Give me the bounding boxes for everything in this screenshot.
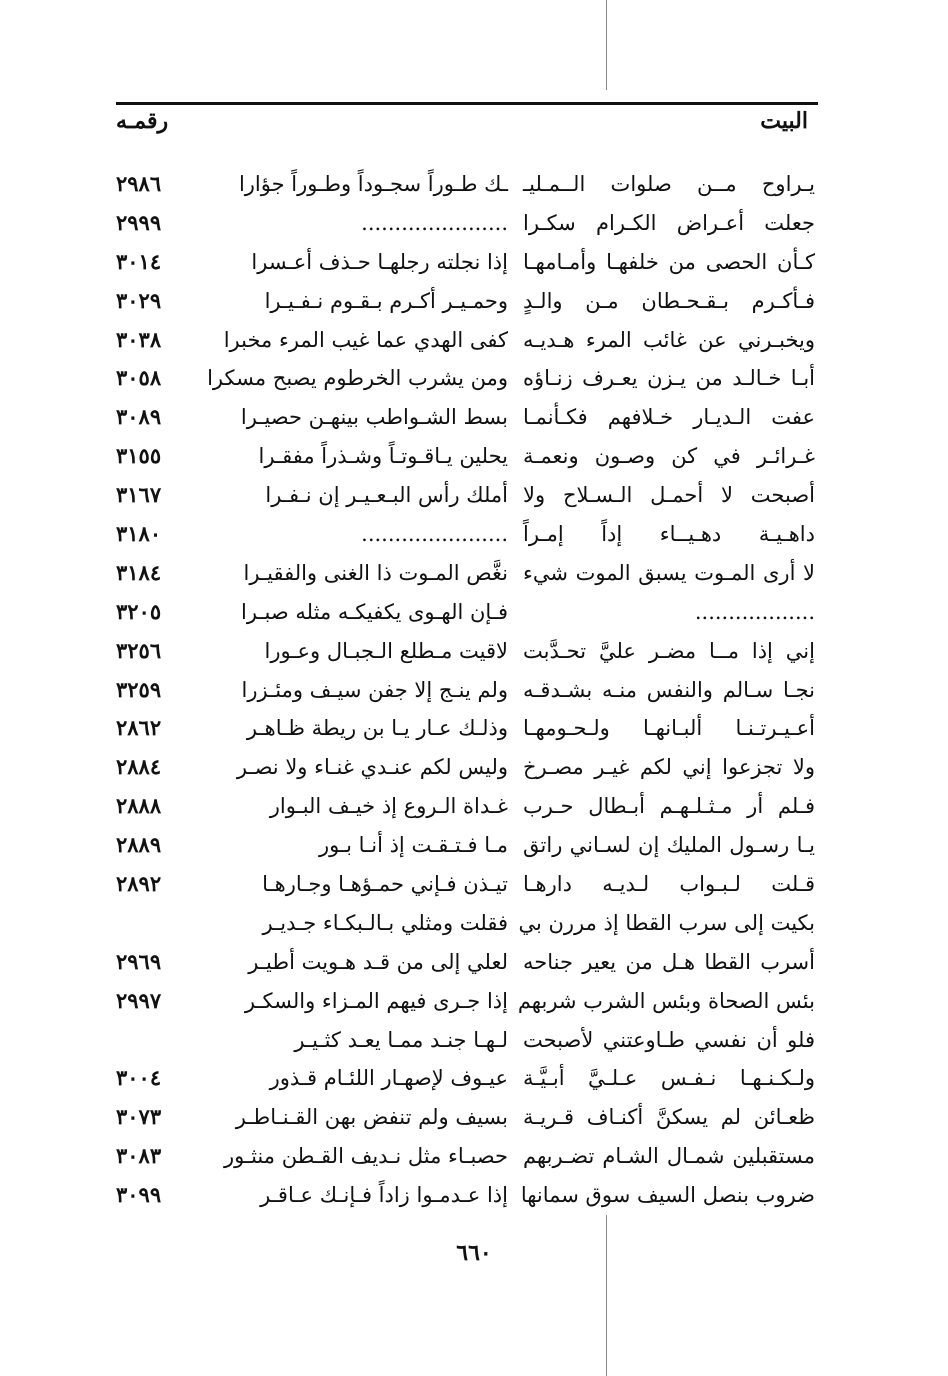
verse-number: ٣٠٨٩ (116, 404, 162, 430)
second-hemistich: يحلين يـاقـوتـاً وشـذراً مفقـرا (258, 444, 508, 469)
verse-number: ٣٠١٤ (116, 248, 162, 274)
first-hemistich: فـأكـرم بـقـحـطان مـن والـدٍ (523, 288, 815, 313)
verse-row (0, 360, 948, 399)
verse-number: ٣٠٥٨ (116, 365, 162, 391)
second-hemistich: أملك رأس البـعـيـر إن نـفـرا (265, 483, 508, 508)
first-hemistich: فلو أن نفسي طـاوعتني لأصبحت (523, 1027, 815, 1052)
second-hemistich: ولم ينـج إلا جفن سيـف ومئـزرا (241, 677, 508, 702)
verse-number: ٣١٥٥ (116, 443, 162, 469)
first-hemistich: نجـا سـالم والنفس منـه بشـدقـه (523, 677, 815, 702)
first-hemistich: إني إذا مــا مضـر عليَّ تحـدَّبت (523, 638, 815, 663)
verse-row (0, 944, 948, 983)
verse-number: ٢٩٨٦ (116, 171, 162, 196)
verse-row (0, 1138, 948, 1177)
second-hemistich: كفى الهدي عما غيب المرء مخبرا (223, 327, 508, 352)
second-hemistich: ـك طـوراً سجـوداً وطـوراً جؤارا (238, 172, 508, 196)
verse-row (0, 399, 948, 438)
header-rule (116, 102, 818, 105)
second-hemistich: إذا عـدمـوا زاداً فـإنـك عـاقـر (260, 1183, 508, 1208)
verse-row (0, 1177, 948, 1216)
second-hemistich: لعلي إلى من قـد هـويت أطيـر (248, 949, 508, 974)
verse-row (0, 1060, 948, 1099)
verse-row (0, 205, 948, 244)
verse-row (0, 477, 948, 516)
verse-number: ٣٠٧٣ (116, 1104, 162, 1130)
first-hemistich: كـأن الحصى من خلفهـا وأمـامهـا (523, 249, 815, 274)
first-hemistich: جعلت أعـراض الكـرام سكـرا (523, 210, 815, 235)
verse-number: ٣٢٠٥ (116, 598, 162, 624)
first-hemistich: مستقبلين شمـال الشـام تضـربهم (523, 1144, 815, 1169)
first-hemistich: لا أرى المـوت يسبق الموت شيء (523, 560, 815, 585)
second-hemistich: غـداة الـروع إذ خيـف البـوار (269, 794, 508, 819)
verse-row (0, 710, 948, 749)
first-hemistich: داهـيـة دهـيــاء إداً إمـراً (523, 522, 815, 547)
verse-number: ٣٠٢٩ (116, 287, 162, 313)
verse-number: ٣٠٠٤ (116, 1065, 162, 1091)
verse-number: ٣٠٣٨ (116, 326, 162, 352)
verse-row (0, 749, 948, 788)
verse-number: ٣٢٥٦ (116, 637, 162, 663)
first-hemistich: أصبحت لا أحمـل الـسـلاح ولا (523, 483, 815, 508)
verse-row (0, 322, 948, 361)
verse-number: ٢٨٦٢ (116, 715, 162, 741)
second-hemistich: ...................... (361, 522, 508, 547)
first-hemistich: ولا تجزعوا إني لكم غيـر مصـرخ (523, 755, 815, 780)
verse-number: ٣٠٨٣ (116, 1143, 162, 1169)
second-hemistich: بسط الشـواطب بينهـن حصيـرا (240, 405, 508, 430)
verse-row (0, 633, 948, 672)
verse-row (0, 555, 948, 594)
verse-number: ٣١٦٧ (116, 482, 162, 508)
page-number: ٦٦٠ (456, 1240, 492, 1266)
first-hemistich: غـرائـر في كن وصـون ونعمـة (523, 444, 815, 469)
verse-number: ٢٩٩٧ (116, 987, 162, 1013)
verse-row (0, 827, 948, 866)
verse-row (0, 244, 948, 283)
crop-mark (606, 0, 607, 90)
second-hemistich: عيـوف لإصهـار اللئـام قـذور (269, 1066, 508, 1091)
verse-row (0, 516, 948, 555)
second-hemistich: إذا جـرى فيهم المـزاء والسكـر (244, 988, 508, 1013)
second-hemistich: ...................... (361, 210, 508, 235)
second-hemistich: فـإن الهـوى يكفيكـه مثله صبـرا (240, 599, 508, 624)
first-hemistich: أسرب القطا هـل من يعير جناحه (523, 949, 815, 974)
first-hemistich: قـلت لـبـواب لـديـه دارهـا (523, 872, 815, 897)
first-hemistich: ويخبـرني عن غائب المرء هـديـه (523, 327, 815, 352)
verse-number: ٢٨٩٢ (116, 871, 162, 897)
first-hemistich: أعـيـرتـنـا ألبـانهـا ولـحـومهـا (523, 716, 815, 741)
second-hemistich: حصبـاء مثل نـديف القـطن منثـور (223, 1144, 508, 1169)
verse-number: ٣٢٥٩ (116, 676, 162, 702)
second-hemistich: تيـذن فـإني حمـؤهـا وجـارهـا (262, 872, 508, 897)
first-hemistich: عفت الـديـار خـلافهم فكـأنمـا (523, 405, 815, 430)
second-hemistich: وذلـك عـار يـا بن ريطة ظـاهـر (246, 716, 508, 741)
verse-row (0, 672, 948, 711)
verse-row (0, 983, 948, 1022)
first-hemistich: يـراوح مــن صلوات الــمـليـ (523, 172, 815, 196)
column-header-verse: البيت (760, 108, 808, 134)
verse-row (0, 283, 948, 322)
verse-row (0, 788, 948, 827)
verse-number: ٢٨٨٨ (116, 793, 162, 819)
verse-number: ٢٨٨٩ (116, 832, 162, 858)
verse-index-list (0, 166, 948, 1216)
first-hemistich: فـلم أر مـثـلـهـم أبـطال حـرب (523, 794, 815, 819)
verse-number: ٣١٨٠ (116, 521, 162, 547)
column-header-number: رقمـه (116, 108, 169, 134)
second-hemistich: بسيف ولم تنفض بهن القـنـاطـر (235, 1105, 508, 1130)
verse-row (0, 166, 948, 205)
verse-row (0, 866, 948, 905)
verse-row (0, 1022, 948, 1061)
verse-row (0, 438, 948, 477)
second-hemistich: نغَّص المـوت ذا الغنى والفقيـرا (243, 560, 508, 585)
second-hemistich: وحمـيـر أكـرم بـقـوم نـفـيـرا (264, 288, 508, 313)
verse-number: ٣٠٩٩ (116, 1182, 162, 1208)
verse-row (0, 594, 948, 633)
verse-number: ٢٩٩٩ (116, 209, 162, 235)
first-hemistich: .................. (694, 599, 815, 624)
first-hemistich: بكيت إلى سرب القطا إذ مررن بي (518, 910, 815, 935)
second-hemistich: لـهـا جنـد ممـا يعـد كثـيـر (294, 1027, 508, 1052)
first-hemistich: ولـكـنـهـا نـفـس عـلـيَّ أبـيَّـة (523, 1066, 815, 1091)
second-hemistich: لاقيت مـطلع الـجبـال وعـورا (264, 638, 508, 663)
second-hemistich: فقلت ومثلي بـالـبكـاء جـديـر (262, 910, 508, 935)
verse-number: ٣١٨٤ (116, 559, 162, 585)
verse-row (0, 1099, 948, 1138)
first-hemistich: يـا رسـول المليك إن لسـاني راتق (523, 833, 815, 858)
verse-number: ٢٩٦٩ (116, 948, 162, 974)
second-hemistich: إذا نجلته رجلهـا حـذف أعـسرا (251, 249, 508, 274)
second-hemistich: مـا فـتـقـت إذ أنـا بـور (319, 833, 508, 858)
second-hemistich: ومن يشرب الخرطوم يصبح مسكرا (207, 366, 508, 391)
first-hemistich: أبـا خـالـد من يـزن يعـرف زنـاؤه (523, 366, 815, 391)
first-hemistich: ظعـائن لم يسكنَّ أكنـاف قـريـة (523, 1105, 815, 1130)
first-hemistich: ضروب بنصل السيف سوق سمانها (520, 1183, 815, 1208)
first-hemistich: بئس الصحاة وبئس الشرب شربهم (517, 988, 815, 1013)
verse-row (0, 905, 948, 944)
second-hemistich: وليس لكم عنـدي غنـاء ولا نصـر (236, 755, 508, 780)
verse-number: ٢٨٨٤ (116, 754, 162, 780)
